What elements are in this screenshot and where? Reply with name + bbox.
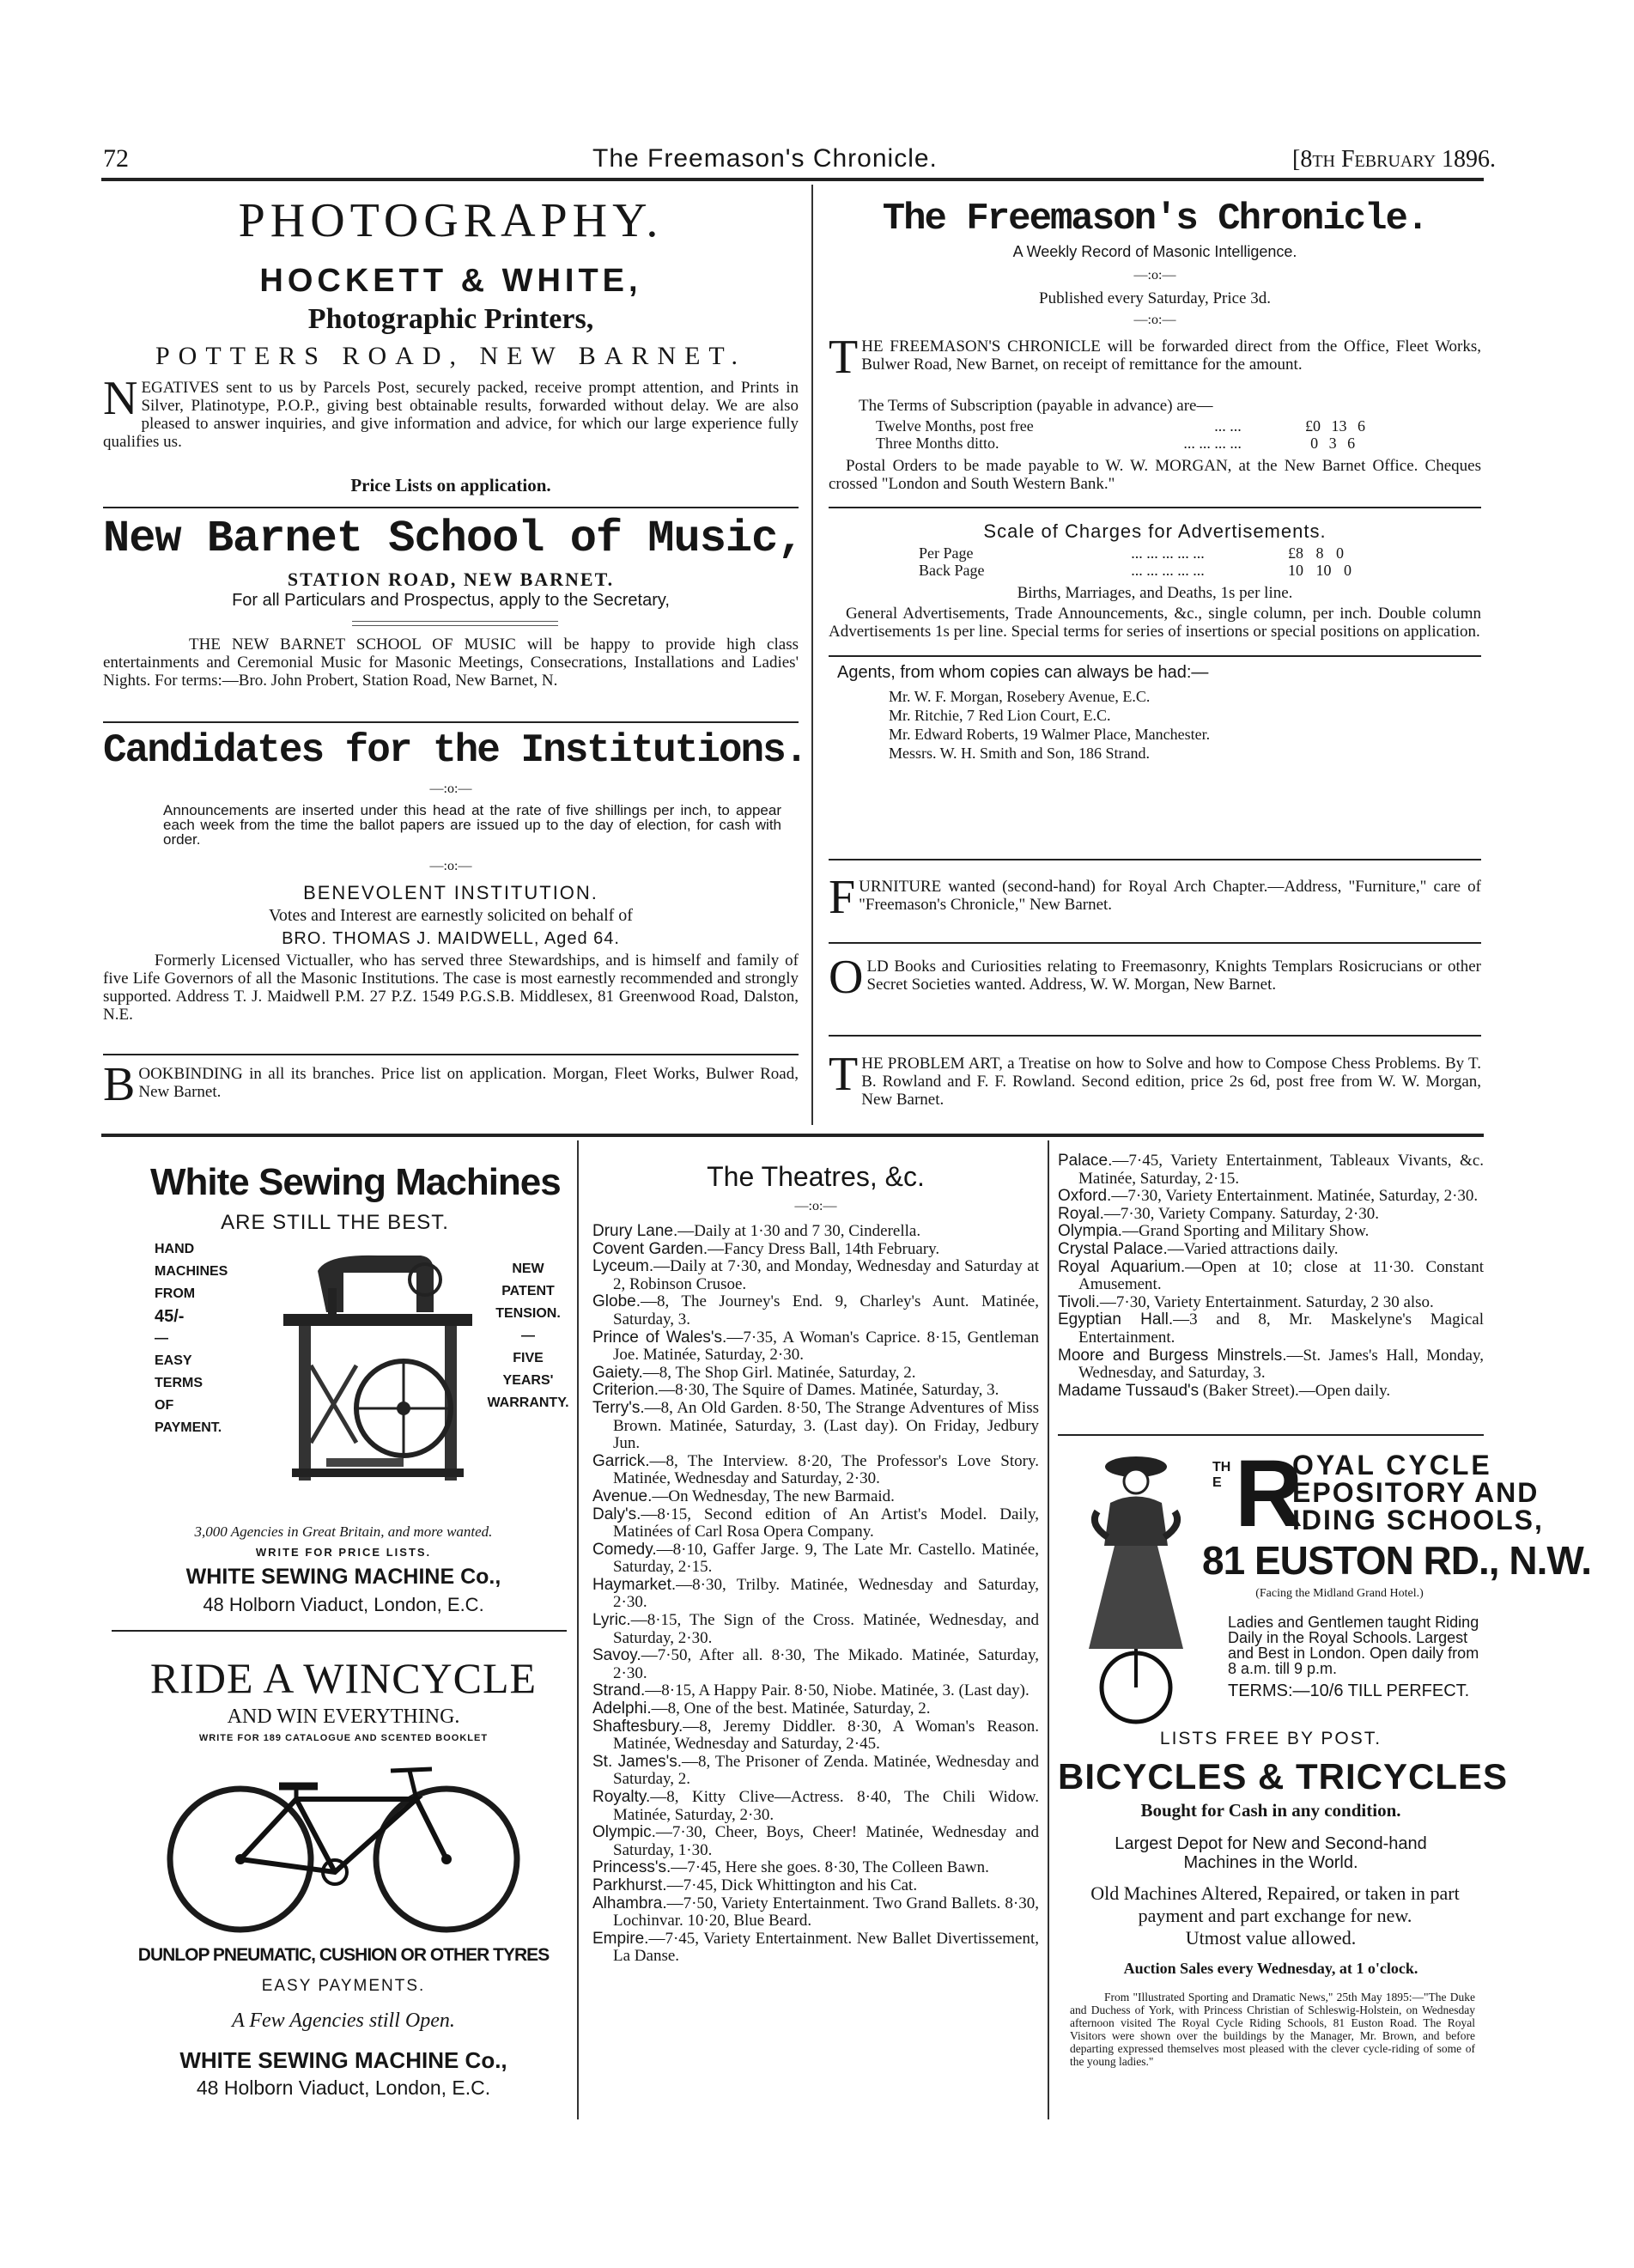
theatre-name: Prince of Wales's. <box>592 1328 727 1347</box>
theatre-entry <box>1058 1294 1484 1312</box>
old-books-body <box>829 951 1481 1004</box>
theatre-info: —8, Jeremy Diddler. 8·30, A Woman's Reason. Matinée, Wednesday and Saturday, 2·45. <box>613 1717 1039 1754</box>
theatre-entry <box>592 1789 1039 1824</box>
scale-price: £8 8 0 <box>1288 544 1344 562</box>
terms-intro: The Terms of Subscription (payable in advance) are— <box>859 397 1213 415</box>
cycle-heading: BICYCLES & TRICYCLES <box>1058 1756 1509 1797</box>
music-address: STATION ROAD, NEW BARNET. <box>287 569 615 590</box>
cycle-address: 81 EUSTON RD., N.W. <box>1202 1538 1592 1583</box>
theatre-info: —8, The Journey's End. 9, Charley's Aunt. Matinée, Saturday, 3. <box>613 1292 1039 1329</box>
terms-dots: ... ... <box>1214 417 1242 435</box>
theatre-entry <box>1058 1311 1484 1347</box>
photography-subtitle: Photographic Printers, <box>307 303 594 335</box>
wincycle-company: WHITE SEWING MACHINE Co., <box>179 2047 507 2073</box>
theatre-info: —8, The Interview. 8·20, The Professor's Love Story. Matinée, Wednesday and Saturday, 2·30. <box>613 1451 1039 1488</box>
candidate-body: Formerly Licensed Victualler, who has served three Stewardships, and is himself and family of five Life Governors of all the Masonic Institutions. The case is most earnestly recommended and strongly supported. Address T. J. Maidwell P.M. 27 P.Z. 1549 P.G.S.B. Middlesex, 81 Greenwood Road, Dalston, N.E. <box>103 952 799 1024</box>
cycle-quote: From "Illustrated Sporting and Dramatic News," 25th May 1895:—"The Duke and Duchess of York, with Princess Christian of Schleswig-Holstein, on Wednesday afternoon visited The Royal Cycle Riding Schools, 81 Euston Road. The Royal Visitors were shown over the buildings by the Manager, Mr. Brown, and before departing expressed themselves most pleased with the clever cycle-riding of some of the young ladies." <box>1070 1991 1475 2068</box>
cycle-line2: EPOSITORY AND <box>1292 1477 1540 1508</box>
bookbinding-text: OOKBINDING in all its branches. Price list on application. Morgan, Fleet Works, Bulwer Road, New Barnet. <box>138 1065 799 1101</box>
cycle-line3: IDING SCHOOLS, <box>1292 1505 1544 1535</box>
page-number: 72 <box>103 144 129 173</box>
theatre-entry <box>592 1329 1039 1365</box>
theatre-entry <box>1058 1241 1484 1259</box>
cycle-utmost: Utmost value allowed. <box>1185 1927 1357 1949</box>
scale-label: Per Page <box>919 544 974 562</box>
theatre-name: Olympic. <box>592 1823 656 1842</box>
photography-text: EGATIVES sent to us by Parcels Post, securely packed, receive prompt attention, and Prints in Silver, Platinotype, P.O.P., giving best obtainable results, forwarded without delay. We are also pleased to answer inquiries, and give information and advice, for which our large experience fully qualifies us. <box>103 379 799 451</box>
photography-body <box>103 372 799 451</box>
scale-row <box>919 544 1434 562</box>
theatre-info: —7·30, Variety Company. Saturday, 2·30. <box>1103 1204 1379 1223</box>
agent-item: Mr. Ritchie, 7 Red Lion Court, E.C. <box>889 707 1111 724</box>
theatre-name: Olympia. <box>1058 1222 1122 1241</box>
theatre-entry <box>592 1718 1039 1754</box>
sewing-label: YEARS' <box>502 1373 554 1388</box>
theatre-info: —7·30, Variety Entertainment. Matinée, Saturday, 2·30. <box>1111 1187 1479 1206</box>
postal-text: Postal Orders to be made payable to W. W. MORGAN, at the New Barnet Office. Cheques crossed "London and South Western Bank." <box>829 457 1481 493</box>
column-divider <box>811 185 813 1125</box>
theatre-info: —8·15, The Sign of the Cross. Matinée, Wednesday, and Saturday, 2·30. <box>613 1611 1039 1647</box>
wincycle-address: 48 Holborn Viaduct, London, E.C. <box>196 2076 491 2099</box>
chronicle-heading: The Freemason's Chronicle. <box>882 198 1428 240</box>
section-rule <box>829 507 1481 508</box>
drop-cap: B <box>103 1058 136 1111</box>
theatre-name: Comedy. <box>592 1540 657 1559</box>
sewing-label: FIVE <box>513 1351 544 1365</box>
cycle-big-r: R <box>1235 1441 1303 1547</box>
theatre-info: —7·45, Dick Whittington and his Cat. <box>666 1876 918 1894</box>
theatre-name: Terry's. <box>592 1398 645 1417</box>
photography-firm: HOCKETT & WHITE, <box>259 263 642 299</box>
scale-row <box>919 562 1434 579</box>
drop-cap: T <box>829 1048 859 1101</box>
photography-address: POTTERS ROAD, NEW BARNET. <box>155 342 747 370</box>
header-rule <box>101 178 1484 181</box>
bicycle-icon <box>159 1752 528 1937</box>
furniture-body <box>829 871 1481 924</box>
section-rule <box>829 859 1481 860</box>
section-rule <box>352 621 558 622</box>
theatre-info: —3 and 8, Mr. Maskelyne's Magical Entertainment. <box>1078 1310 1484 1347</box>
theatre-name: Haymarket. <box>592 1575 677 1594</box>
theatres-left-list <box>592 1223 1039 1966</box>
scale-table <box>919 544 1434 579</box>
theatre-entry <box>592 1700 1039 1718</box>
terms-label: Twelve Months, post free <box>876 417 1034 435</box>
sewing-label: — <box>155 1331 168 1346</box>
wincycle-subheading: AND WIN EVERYTHING. <box>227 1706 460 1728</box>
sewing-agencies: 3,000 Agencies in Great Britain, and more wanted. <box>194 1523 493 1540</box>
sewing-write: WRITE FOR PRICE LISTS. <box>255 1546 432 1559</box>
theatre-entry <box>592 1647 1039 1682</box>
sewing-label: TERMS <box>155 1376 203 1390</box>
section-rule <box>829 1035 1481 1037</box>
drop-cap: F <box>829 871 856 924</box>
theatre-name: Princess's. <box>592 1858 671 1877</box>
drop-cap: O <box>829 951 864 1004</box>
theatre-name: Gaiety. <box>592 1363 643 1382</box>
theatre-info: —Varied attractions daily. <box>1167 1239 1339 1258</box>
section-rule <box>829 942 1481 944</box>
theatre-name: Empire. <box>592 1929 649 1948</box>
chronicle-subtitle: A Weekly Record of Masonic Intelligence. <box>1012 243 1297 260</box>
theatre-entry <box>1058 1206 1484 1224</box>
sewing-left-labels <box>155 1238 258 1439</box>
theatre-entry <box>1058 1223 1484 1241</box>
terms-label: Three Months ditto. <box>876 435 999 452</box>
cyclist-icon <box>1063 1443 1209 1726</box>
sewing-label: PAYMENT. <box>155 1420 222 1435</box>
section-rule <box>103 721 799 723</box>
music-heading: New Barnet School of Music, <box>103 514 804 564</box>
cycle-terms: TERMS:—10/6 TILL PERFECT. <box>1228 1681 1470 1700</box>
theatre-info: —7·50, After all. 8·30, The Mikado. Matinée, Saturday, 2·30. <box>613 1646 1039 1682</box>
theatre-name: Avenue. <box>592 1487 653 1505</box>
theatre-entry <box>1058 1383 1484 1401</box>
sewing-label: WARRANTY. <box>487 1395 569 1410</box>
theatre-info: —Grand Sporting and Military Show. <box>1121 1222 1370 1241</box>
scale-dots: ... ... ... ... ... <box>1131 562 1205 579</box>
theatre-info: —7·35, A Woman's Caprice. 8·15, Gentleman Joe. Matinée, Saturday, 2·30. <box>613 1328 1040 1365</box>
cycle-bought: Bought for Cash in any condition. <box>1140 1800 1401 1821</box>
votes-text: Votes and Interest are earnestly solicited on behalf of <box>269 906 633 925</box>
terms-price: £0 13 6 <box>1305 417 1365 435</box>
theatre-name: St. James's. <box>592 1752 682 1771</box>
theatre-info: —8·30, The Squire of Dames. Matinée, Saturday, 3. <box>659 1381 999 1400</box>
theatre-entry <box>592 1453 1039 1488</box>
theatre-entry <box>592 1400 1039 1453</box>
agent-item: Mr. W. F. Morgan, Rosebery Avenue, E.C. <box>889 688 1151 705</box>
sewing-address: 48 Holborn Viaduct, London, E.C. <box>203 1594 484 1615</box>
theatre-info: —7·30, Variety Entertainment. Saturday, 2 30 also. <box>1099 1292 1434 1311</box>
cycle-line1: OYAL CYCLE <box>1292 1450 1492 1481</box>
published-text: Published every Saturday, Price 3d. <box>1039 289 1271 307</box>
sewing-label: — <box>521 1329 535 1343</box>
theatre-name: Shaftesbury. <box>592 1717 683 1736</box>
drop-cap: N <box>103 372 138 425</box>
terms-table <box>876 417 1425 452</box>
sewing-label: HAND <box>155 1242 195 1256</box>
theatre-entry <box>592 1577 1039 1612</box>
problem-art-text: HE PROBLEM ART, a Treatise on how to Solve and how to Compose Chess Problems. By T. B. Rowland and F. F. Rowland. Second edition, price 2s 6d, post free from W. W. Morgan, New Barnet. <box>861 1055 1481 1109</box>
theatre-name: Globe. <box>592 1292 641 1311</box>
theatre-entry <box>1058 1188 1484 1206</box>
theatre-name: Moore and Burgess Minstrels. <box>1058 1346 1287 1365</box>
theatre-entry <box>1058 1347 1484 1383</box>
theatre-name: Royalty. <box>592 1788 651 1806</box>
theatre-name: Covent Garden. <box>592 1239 708 1258</box>
candidates-heading: Candidates for the Institutions. <box>103 728 807 773</box>
wincycle-catalogue: WRITE FOR 189 CATALOGUE AND SCENTED BOOKLET <box>198 1733 489 1743</box>
theatre-name: Strand. <box>592 1681 646 1700</box>
sewing-label: MACHINES <box>155 1264 228 1279</box>
theatre-name: Daly's. <box>592 1505 641 1523</box>
theatre-entry <box>592 1382 1039 1400</box>
bicycle-illustration <box>159 1752 528 1937</box>
wincycle-payments: EASY PAYMENTS. <box>261 1977 426 1995</box>
theatre-name: Criterion. <box>592 1381 659 1400</box>
theatre-entry <box>592 1488 1039 1506</box>
theatre-info: —Daily at 7·30, and Monday, Wednesday and Saturday at 2, Robinson Crusoe. <box>613 1257 1039 1293</box>
theatre-name: Garrick. <box>592 1451 650 1470</box>
theatre-name: Adelphi. <box>592 1699 652 1718</box>
theatre-entry <box>592 1258 1039 1293</box>
candidate-name: BRO. THOMAS J. MAIDWELL, Aged 64. <box>282 929 620 948</box>
theatre-info: —7·45, Variety Entertainment, Tableaux Vivants, &c. Matinée, Saturday, 2·15. <box>1078 1152 1484 1188</box>
agents-list <box>829 687 1481 763</box>
sewing-subheading: ARE STILL THE BEST. <box>221 1211 449 1234</box>
theatre-info: —8·10, Gaffer Jarge. 9, The Late Mr. Castello. Matinée, Saturday, 2·15. <box>613 1540 1039 1577</box>
theatre-entry <box>592 1877 1039 1895</box>
lady-cyclist-illustration <box>1063 1443 1209 1726</box>
column-divider <box>1048 1140 1049 2119</box>
theatre-entry <box>1058 1259 1484 1294</box>
theatre-info: —8·30, Trilby. Matinée, Wednesday and Saturday, 2·30. <box>613 1575 1039 1612</box>
cycle-depot: Largest Depot for New and Second-hand Machines in the World. <box>1115 1834 1427 1872</box>
theatre-entry <box>1058 1152 1484 1188</box>
sewing-label: 45/- <box>155 1307 185 1326</box>
sewing-label: FROM <box>155 1286 196 1301</box>
sewing-label: NEW <box>512 1262 544 1276</box>
theatre-name: Royal Aquarium. <box>1058 1257 1186 1276</box>
theatre-name: Parkhurst. <box>592 1876 667 1894</box>
theatre-info: —Daily at 1·30 and 7 30, Cinderella. <box>677 1222 921 1240</box>
section-rule <box>1058 1434 1484 1436</box>
problem-art-body <box>829 1048 1481 1109</box>
agent-item: Messrs. W. H. Smith and Son, 186 Strand. <box>889 745 1151 762</box>
cycle-facing: (Facing the Midland Grand Hotel.) <box>1255 1587 1424 1600</box>
sewing-label: TENSION. <box>495 1306 561 1321</box>
theatre-info: —8, Kitty Clive—Actress. 8·40, The Chili Widow. Matinée, Saturday, 2·30. <box>613 1788 1039 1824</box>
sewing-label: PATENT <box>501 1284 555 1298</box>
cycle-auction: Auction Sales every Wednesday, at 1 o'clock. <box>1123 1960 1418 1977</box>
scale-heading: Scale of Charges for Advertisements. <box>983 520 1327 542</box>
theatre-info: —7·30, Cheer, Boys, Cheer! Matinée, Wednesday and Saturday, 1·30. <box>613 1823 1039 1859</box>
sewing-machine-illustration <box>275 1237 481 1494</box>
theatre-entry <box>592 1223 1039 1241</box>
theatre-entry <box>592 1824 1039 1859</box>
general-ads-text: General Advertisements, Trade Announcements, &c., single column, per inch. Double column Advertisements 1s per line. Special terms for series of insertions or special positions on application. <box>829 605 1481 641</box>
sewing-label: EASY <box>155 1353 192 1368</box>
column-divider <box>577 1140 579 2119</box>
cycle-the: THE <box>1212 1460 1231 1490</box>
theatre-info: —8, An Old Garden. 8·50, The Strange Adventures of Miss Brown. Matinée, Saturday, 3. (Last day). On Friday, Jedbury Jun. <box>613 1398 1039 1453</box>
music-body: THE NEW BARNET SCHOOL OF MUSIC will be happy to provide high class entertainments and Ceremonial Music for Masonic Meetings, Consecrations, Installations and Ladies' Nights. For terms:—Bro. John Probert, Station Road, New Barnet, N. <box>103 635 799 690</box>
theatres-right-list <box>1058 1152 1484 1400</box>
section-rule <box>352 625 558 626</box>
theatre-info: —St. James's Hall, Monday, Wednesday, and Saturday, 3. <box>1078 1346 1484 1383</box>
theatre-entry <box>592 1541 1039 1577</box>
scale-dots: ... ... ... ... ... <box>1131 544 1205 562</box>
theatre-entry <box>592 1612 1039 1647</box>
agent-item: Mr. Edward Roberts, 19 Walmer Place, Manchester. <box>889 726 1211 743</box>
section-rule <box>103 1054 799 1055</box>
terms-price: 0 3 6 <box>1310 435 1356 452</box>
theatre-name: Palace. <box>1058 1152 1113 1170</box>
theatre-info: (Baker Street).—Open daily. <box>1199 1381 1391 1400</box>
theatre-name: Egyptian Hall. <box>1058 1310 1174 1329</box>
theatre-entry <box>592 1895 1039 1931</box>
scale-label: Back Page <box>919 562 985 579</box>
theatre-info: —On Wednesday, The new Barmaid. <box>652 1487 895 1505</box>
separator: —:o:— <box>429 781 472 796</box>
theatre-name: Tivoli. <box>1058 1292 1100 1311</box>
sewing-heading: White Sewing Machines <box>150 1161 561 1203</box>
theatre-info: —7·45, Here she goes. 8·30, The Colleen Bawn. <box>671 1858 989 1877</box>
chronicle-body <box>829 331 1481 384</box>
theatre-entry <box>592 1931 1039 1966</box>
theatre-name: Madame Tussaud's <box>1058 1381 1200 1400</box>
wincycle-heading: RIDE A WINCYCLE <box>149 1654 538 1702</box>
agents-heading: Agents, from whom copies can always be had:— <box>837 663 1209 682</box>
furniture-text: URNITURE wanted (second-hand) for Royal Arch Chapter.—Address, "Furniture," care of "Freemason's Chronicle," New Barnet. <box>859 878 1481 914</box>
cycle-ladies: Ladies and Gentlemen taught Riding Daily in the Royal Schools. Largest and Best in London. Open daily from 8 a.m. till 9 p.m. <box>1228 1614 1479 1677</box>
half-page-rule <box>101 1134 1484 1137</box>
wincycle-tyres: DUNLOP PNEUMATIC, CUSHION OR OTHER TYRES <box>137 1945 550 1965</box>
old-books-text: LD Books and Curiosities relating to Freemasonry, Knights Templars Rosicrucians or other Secret Societies wanted. Address, W. W. Morgan, New Barnet. <box>866 958 1481 994</box>
wincycle-agencies: A Few Agencies still Open. <box>232 2010 455 2032</box>
separator: —:o:— <box>429 859 472 873</box>
theatre-entry <box>592 1293 1039 1329</box>
theatre-name: Crystal Palace. <box>1058 1239 1168 1258</box>
bookbinding-body <box>103 1058 799 1111</box>
theatre-info: —8, The Shop Girl. Matinée, Saturday, 2. <box>642 1363 916 1382</box>
scale-price: 10 10 0 <box>1288 562 1352 579</box>
photography-heading: PHOTOGRAPHY. <box>238 194 664 247</box>
theatre-name: Savoy. <box>592 1646 641 1665</box>
theatre-info: —8, One of the best. Matinée, Saturday, 2. <box>651 1699 931 1718</box>
cycle-old: Old Machines Altered, Repaired, or taken in part payment and part exchange for new. <box>1090 1882 1460 1926</box>
theatre-info: —8, The Prisoner of Zenda. Matinée, Wednesday and Saturday, 2. <box>613 1752 1039 1789</box>
section-rule <box>829 655 1481 657</box>
theatre-info: —7·50, Variety Entertainment. Two Grand Ballets. 8·30, Lochinvar. 10·20, Blue Beard. <box>613 1894 1039 1931</box>
births-text: Births, Marriages, and Deaths, 1s per line. <box>1017 584 1293 602</box>
theatre-name: Alhambra. <box>592 1894 667 1912</box>
terms-row <box>876 435 1425 452</box>
sewing-label: OF <box>155 1398 174 1413</box>
institution-name: BENEVOLENT INSTITUTION. <box>303 882 598 903</box>
theatre-name: Oxford. <box>1058 1187 1112 1206</box>
music-particulars: For all Particulars and Prospectus, apply to the Secretary, <box>232 591 670 610</box>
theatre-entry <box>592 1365 1039 1383</box>
sewing-company: WHITE SEWING MACHINE Co., <box>185 1565 501 1589</box>
terms-dots: ... ... ... ... <box>1183 435 1242 452</box>
issue-date: [8th February 1896. <box>1292 146 1497 173</box>
photography-price-note: Price Lists on application. <box>350 475 551 496</box>
theatre-info: —Open at 10; close at 11·30. Constant Amusement. <box>1078 1257 1484 1294</box>
terms-row <box>876 417 1425 435</box>
theatre-name: Lyric. <box>592 1611 631 1630</box>
sewing-machine-icon <box>275 1237 481 1494</box>
theatre-name: Drury Lane. <box>592 1222 678 1240</box>
separator: —:o:— <box>1133 268 1176 283</box>
theatre-entry <box>592 1754 1039 1789</box>
theatres-heading: The Theatres, &c. <box>707 1161 925 1192</box>
theatre-entry <box>592 1241 1039 1259</box>
theatre-name: Royal. <box>1058 1204 1104 1223</box>
section-rule <box>112 1630 567 1632</box>
theatre-info: —Fancy Dress Ball, 14th February. <box>708 1239 940 1258</box>
cycle-lists: LISTS FREE BY POST. <box>1159 1729 1382 1748</box>
section-rule <box>103 507 799 508</box>
theatre-entry <box>592 1682 1039 1700</box>
candidates-announcement: Announcements are inserted under this head at the rate of five shillings per inch, to appear each week from the time the ballot papers are issued up to the day of election, for cash with order. <box>163 802 781 848</box>
theatre-entry <box>592 1506 1039 1541</box>
theatre-entry <box>592 1859 1039 1877</box>
sewing-right-labels <box>481 1258 575 1414</box>
theatre-info: —8·15, Second edition of An Artist's Model. Daily, Matinées of Carl Rosa Opera Company. <box>613 1505 1039 1541</box>
chronicle-text: HE FREEMASON'S CHRONICLE will be forwarded direct from the Office, Fleet Works, Bulwer Road, New Barnet, on receipt of remittance for the amount. <box>861 337 1481 374</box>
separator: —:o:— <box>794 1199 837 1213</box>
running-title: The Freemason's Chronicle. <box>592 144 938 173</box>
drop-cap: T <box>829 331 859 384</box>
separator: —:o:— <box>1133 313 1176 327</box>
theatre-name: Lyceum. <box>592 1257 654 1276</box>
theatre-info: —7·45, Variety Entertainment. New Ballet Divertissement, La Danse. <box>613 1929 1039 1966</box>
theatre-info: —8·15, A Happy Pair. 8·50, Niobe. Matinée, 3. (Last day). <box>645 1681 1030 1700</box>
